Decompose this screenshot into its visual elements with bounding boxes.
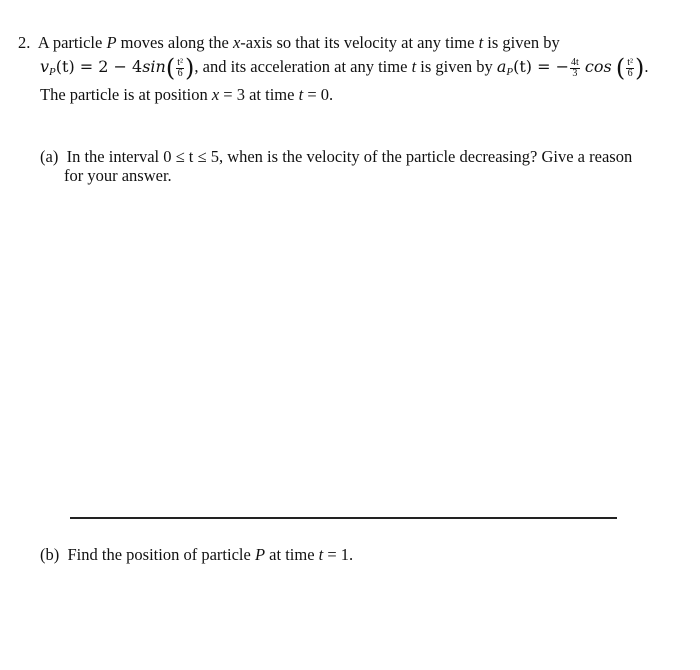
part-a-line2 (64, 166, 172, 186)
problem-initial-condition (40, 85, 333, 105)
time-var-3: t (298, 85, 304, 104)
mid-text: , and its acceleration at any time (194, 57, 412, 76)
velocity-fraction (176, 58, 184, 79)
accel-expression: (t) = − (513, 57, 570, 76)
fraction-denominator: 6 (177, 67, 183, 79)
answer-divider (70, 517, 617, 519)
cos-fraction (626, 58, 634, 79)
velocity-symbol: v (40, 57, 50, 76)
cos-function: cos (584, 57, 612, 76)
velocity-subscript: P (49, 66, 56, 78)
problem-equations-line (40, 54, 649, 83)
part-a-line1 (40, 147, 632, 167)
part-b-text-c: = 1. (323, 545, 354, 564)
right-paren-2: ) (635, 54, 645, 83)
left-paren-2: ( (615, 54, 626, 83)
part-b-label: (b) (40, 545, 60, 564)
part-b-text-b: at time (265, 545, 319, 564)
part-a-label: (a) (40, 147, 59, 166)
accel-symbol: a (496, 57, 507, 76)
part-b-line (40, 545, 353, 565)
part-a-question: In the interval 0 ≤ t ≤ 5, when is the velocity of the particle decreasing? Give a reason (66, 147, 633, 166)
position-var: x (211, 85, 220, 104)
part-b-particle: P (254, 545, 266, 564)
part-a-question-cont: for your answer. (64, 166, 172, 185)
part-b-text-a: Find the position of particle (67, 545, 255, 564)
time-var: t (478, 33, 484, 52)
axis-var: x (232, 33, 241, 52)
line3-text-a: The particle is at position (40, 85, 212, 104)
end-period: . (644, 57, 649, 76)
time-var-2: t (411, 57, 417, 76)
sin-function: sin (142, 57, 166, 76)
particle-name: P (106, 33, 117, 52)
accel-fraction-numerator: 4t (571, 56, 579, 68)
mid-text-2: is given by (416, 57, 497, 76)
problem-intro-line1 (18, 33, 560, 53)
line3-text-b: = 3 at time (219, 85, 299, 104)
accel-subscript: P (506, 66, 514, 78)
intro-text-b: moves along the (116, 33, 233, 52)
cos-fraction-denominator: 6 (627, 67, 633, 79)
intro-text-d: is given by (483, 33, 560, 52)
left-paren: ( (165, 54, 176, 83)
problem-number: 2. (18, 33, 31, 52)
accel-fraction-denominator: 3 (570, 68, 580, 79)
velocity-expression: (t) = 2 − 4 (55, 57, 143, 76)
intro-text-c: -axis so that its velocity at any time (240, 33, 479, 52)
intro-text-a: A particle (37, 33, 107, 52)
part-b-time-var: t (318, 545, 324, 564)
accel-fraction (570, 58, 580, 79)
fraction-numerator: t² (177, 56, 184, 68)
line3-text-c: = 0. (303, 85, 334, 104)
right-paren: ) (185, 54, 195, 83)
cos-fraction-numerator: t² (627, 56, 634, 68)
